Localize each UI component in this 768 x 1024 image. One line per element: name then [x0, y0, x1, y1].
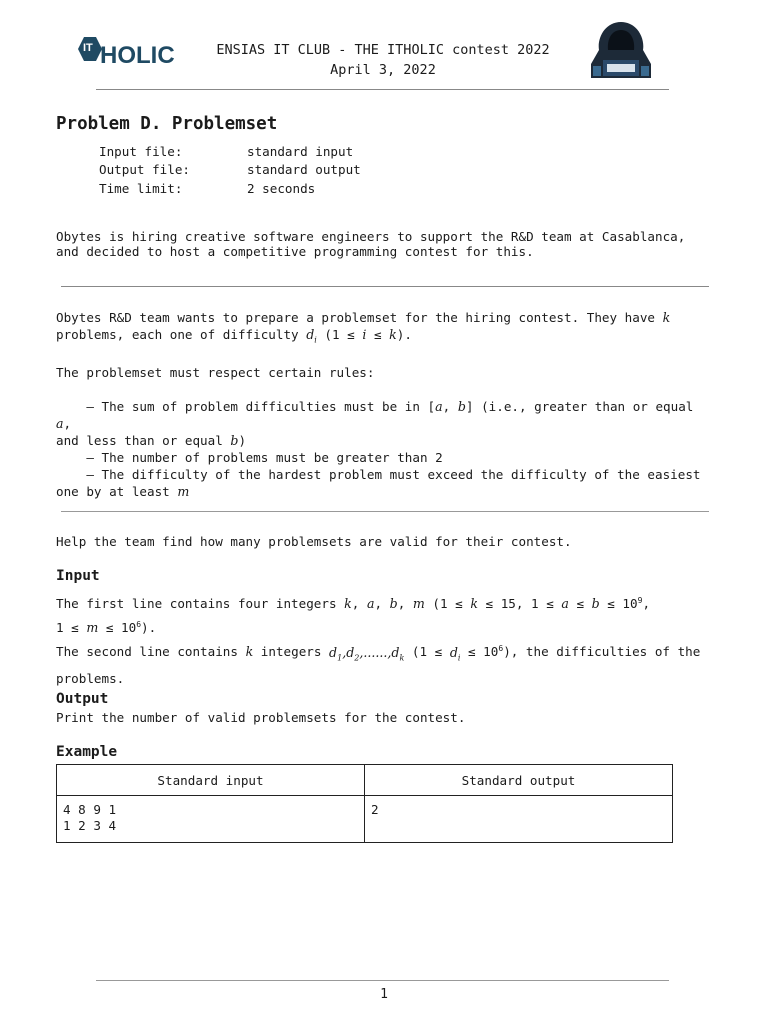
example-row: [57, 796, 673, 843]
itholic-logo: [74, 34, 192, 70]
input-description: The first line contains four integers k, a, b, m (1 ≤ k ≤ 15, $1 \le a \le b \le 10^9$, $1 \le m \le 10^6$). The second line contains k integers $d_1,d_2,......,d_k$ $(1 \le d_i \le 10^6)$, the difficulties of the problems.: [56, 590, 716, 689]
input-text: problems.: [56, 671, 125, 687]
contest-date: April 3, 2022: [330, 62, 436, 78]
meta-row-time: [99, 180, 361, 198]
example-header-row: [57, 765, 673, 796]
intro-line: and decided to host a competitive programming contest for this.: [56, 244, 534, 259]
input-heading: Input: [56, 568, 100, 584]
input-text: The second line contains: [56, 644, 246, 660]
intro-paragraph: [56, 229, 716, 259]
column-header-input: Standard input: [57, 765, 365, 796]
output-heading: Output: [56, 691, 109, 707]
svg-text:IT: IT: [83, 42, 93, 54]
problem-title: Problem D. Problemset: [56, 114, 278, 134]
meta-key: Output file:: [99, 162, 190, 178]
problem-meta: [99, 143, 361, 198]
output-description: Print the number of valid problemsets for the contest.: [56, 710, 466, 725]
meta-value: standard output: [247, 162, 361, 178]
meta-value: 2 seconds: [247, 180, 316, 196]
section-divider: [61, 286, 709, 287]
meta-row-output: [99, 161, 361, 179]
page-number: 1: [380, 987, 388, 1002]
example-heading: Example: [56, 744, 118, 760]
rule-text: one by at least: [56, 484, 178, 499]
header-divider: [96, 89, 669, 90]
rule-text: and less than or equal: [56, 433, 231, 448]
intro-line: Obytes is hiring creative software engineers to support the R&D team at Casablanca,: [56, 229, 686, 244]
rule-text: (i.e., greater than or equal: [473, 399, 694, 414]
example-table: [56, 764, 673, 843]
rule-text: — The difficulty of the hardest problem must exceed the difficulty of the easiest: [86, 467, 701, 482]
section-divider: [61, 511, 709, 512]
rule-text: — The sum of problem difficulties must be in: [86, 399, 428, 414]
footer-divider: [96, 980, 669, 981]
meta-value: standard input: [247, 144, 354, 159]
example-input-cell: 4 8 9 1 1 2 3 4: [57, 796, 365, 843]
column-header-output: Standard output: [365, 765, 673, 796]
story-text: problems, each one of difficulty: [56, 327, 307, 342]
meta-key: Input file:: [99, 144, 183, 159]
rules-list: — The sum of problem difficulties must be in [a, b] (i.e., greater than or equal a, and less than or equal b) — The number of problems must be greater than 2 — The difficulty of the hardest problem must exceed the difficulty of the easiest one by at least m: [56, 399, 701, 499]
story-text: Obytes R&D team wants to prepare a problemset for the hiring contest. They have: [56, 310, 663, 325]
rule-text: — The number of problems must be greater than 2: [86, 450, 443, 465]
contest-name: ENSIAS IT CLUB - THE ITHOLIC contest 2022: [216, 42, 550, 58]
input-text: integers: [253, 644, 330, 660]
story-paragraph: Obytes R&D team wants to prepare a problemset for the hiring contest. They have k problems, each one of difficulty $d_i$ (1 ≤ i ≤ k).: [56, 310, 671, 345]
meta-key: Time limit:: [99, 180, 183, 196]
input-text: ), the difficulties of the: [503, 644, 701, 660]
hooded-hacker-logo: [583, 20, 659, 82]
rules-intro: The problemset must respect certain rules:: [56, 365, 375, 380]
input-text: The first line contains four integers: [56, 596, 345, 612]
meta-row-input: [99, 143, 361, 161]
example-output-cell: 2: [365, 796, 673, 843]
contest-header: [200, 40, 566, 80]
task-statement: Help the team find how many problemsets are valid for their contest.: [56, 534, 572, 549]
svg-text:HOLIC: HOLIC: [100, 42, 175, 69]
